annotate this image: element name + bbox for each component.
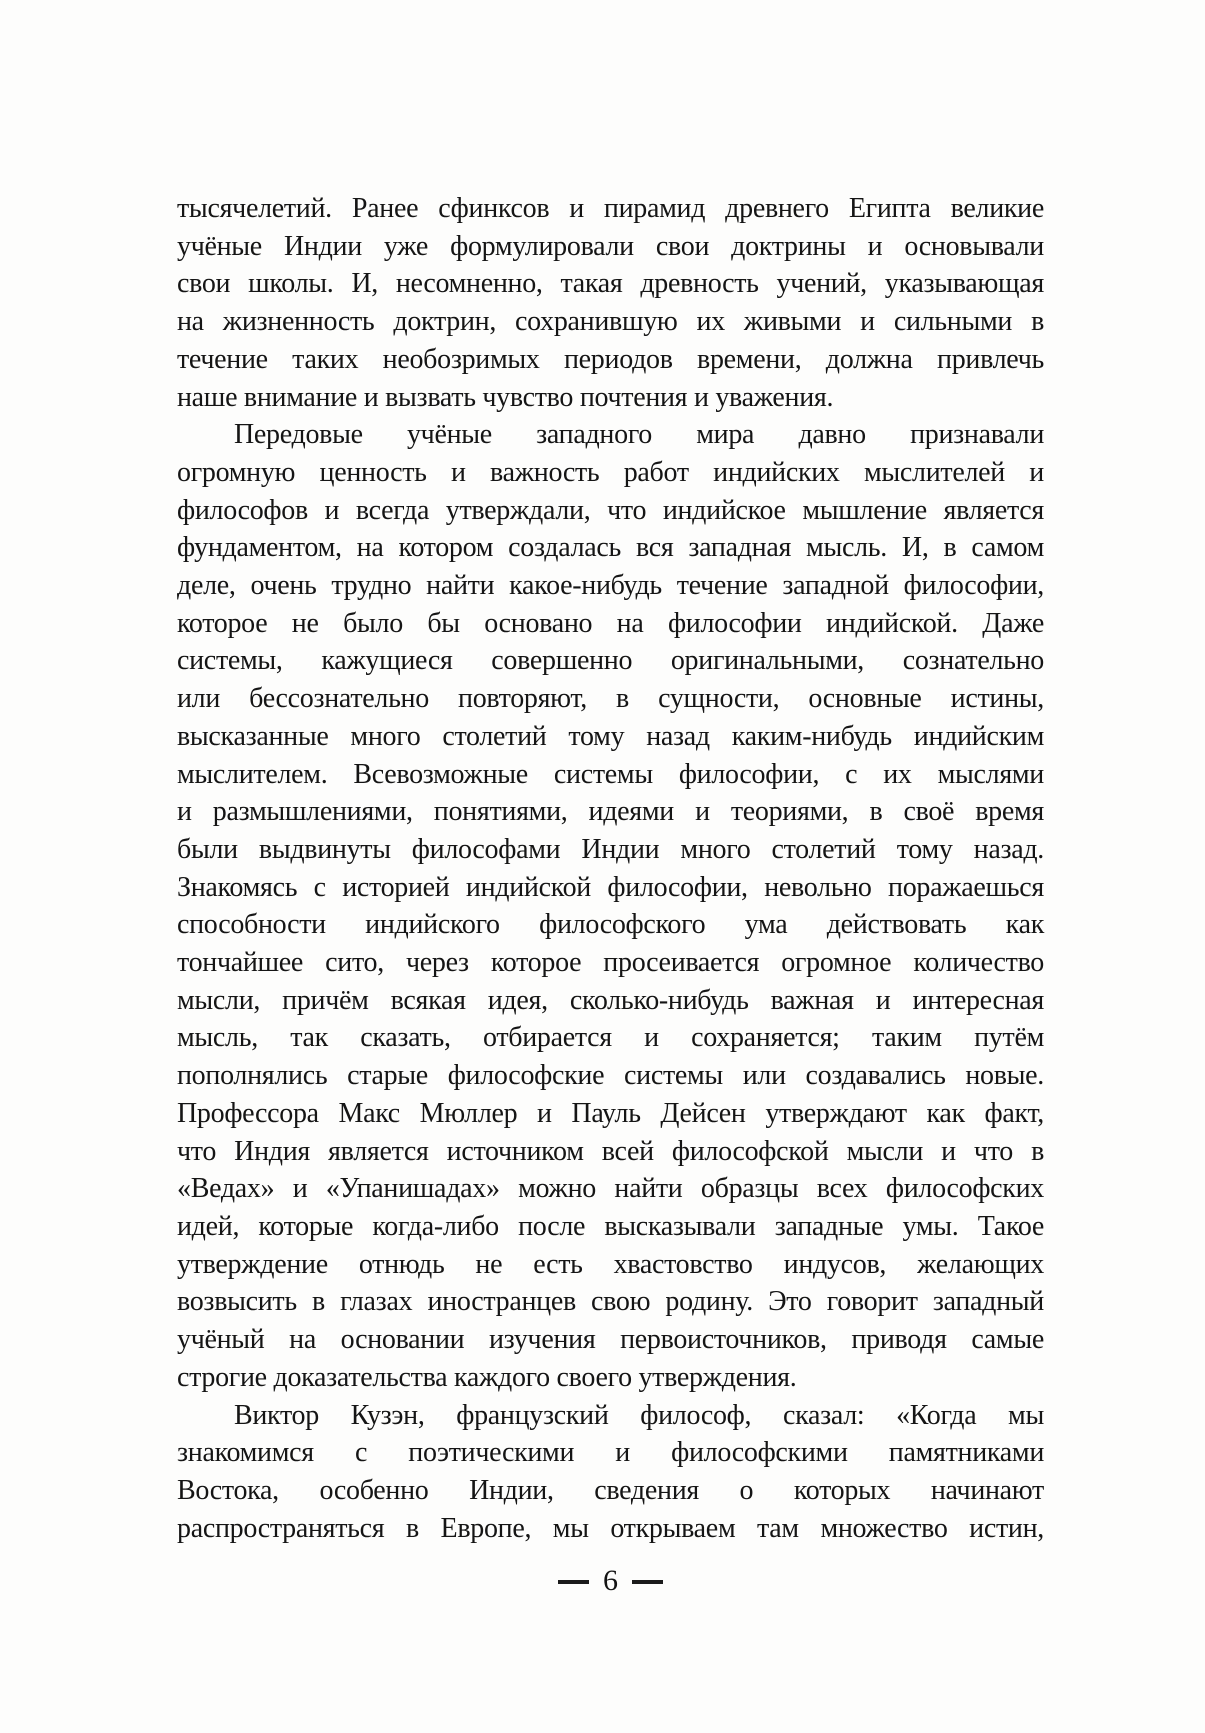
text-line: «Ведах» и «Упанишадах» можно найти образцы всех философских [177, 1173, 1044, 1205]
text-line: огромную ценность и важность работ индийских мыслителей и [177, 456, 1044, 488]
text-line: деле, очень трудно найти какое-нибудь течение западной философии, [177, 570, 1044, 602]
text-line: мысль, так сказать, отбирается и сохраняется; таким путём [177, 1022, 1044, 1054]
text-line: распространяться в Европе, мы открываем там множество истин, [177, 1512, 1044, 1544]
text-line: Знакомясь с историей индийской философии, невольно поражаешься [177, 871, 1044, 903]
text-line: тончайшее сито, через которое просеивается огромное количество [177, 947, 1044, 979]
paragraph [177, 1397, 1044, 1548]
text-line: были выдвинуты философами Индии много столетий тому назад. [177, 833, 1044, 865]
text-line: строгие доказательства каждого своего утверждения. [177, 1361, 797, 1393]
text-line: которое не было бы основано на философии индийской. Даже [177, 607, 1044, 639]
text-line: мысли, причём всякая идея, сколько-нибудь важная и интересная [177, 984, 1044, 1016]
footer-dash-right-icon [632, 1580, 663, 1584]
text-line: учёный на основании изучения первоисточников, приводя самые [177, 1324, 1044, 1356]
text-line: Востока, особенно Индии, сведения о которых начинают [177, 1474, 1044, 1506]
paragraph [177, 190, 1044, 416]
text-line: возвысить в глазах иностранцев свою родину. Это говорит западный [177, 1286, 1044, 1318]
page-text [177, 190, 1044, 1547]
text-line: Профессора Макс Мюллер и Пауль Дейсен утверждают как факт, [177, 1097, 1044, 1129]
paragraph [177, 416, 1044, 1396]
text-line: на жизненность доктрин, сохранившую их живыми и сильными в [177, 306, 1044, 338]
text-line: или бессознательно повторяют, в сущности, основные истины, [177, 683, 1044, 715]
text-line: способности индийского философского ума действовать как [177, 909, 1044, 941]
text-line: наше внимание и вызвать чувство почтения и уважения. [177, 381, 834, 413]
text-line: мыслителем. Всевозможные системы философии, с их мыслями [177, 758, 1044, 790]
page-number: 6 [603, 1564, 618, 1597]
text-line: знакомимся с поэтическими и философскими памятниками [177, 1437, 1044, 1469]
text-line: пополнялись старые философские системы или создавались новые. [177, 1060, 1044, 1092]
text-line: тысячелетий. Ранее сфинксов и пирамид древнего Египта великие [177, 193, 1044, 224]
text-line: учёные Индии уже формулировали свои доктрины и основывали [177, 230, 1044, 262]
text-line: идей, которые когда-либо после высказывали западные умы. Такое [177, 1210, 1044, 1242]
page-number-footer [177, 1560, 1044, 1604]
text-line: течение таких необозримых периодов времени, должна привлечь [177, 343, 1044, 375]
footer-dash-left-icon [558, 1580, 589, 1584]
text-line: свои школы. И, несомненно, такая древность учений, указывающая [177, 268, 1044, 300]
text-line: высказанные много столетий тому назад каким-нибудь индийским [177, 720, 1044, 752]
text-line: и размышлениями, понятиями, идеями и теориями, в своё время [177, 796, 1044, 828]
text-line: философов и всегда утверждали, что индийское мышление является [177, 494, 1044, 526]
text-line: Виктор Кузэн, французский философ, сказал: «Когда мы [234, 1399, 1044, 1431]
text-line: Передовые учёные западного мира давно признавали [234, 419, 1044, 451]
text-line: фундаментом, на котором создалась вся западная мысль. И, в самом [177, 532, 1044, 564]
text-line: что Индия является источником всей философской мысли и что в [177, 1135, 1044, 1167]
text-line: утверждение отнюдь не есть хвастовство индусов, желающих [177, 1248, 1044, 1280]
text-line: системы, кажущиеся совершенно оригинальными, сознательно [177, 645, 1044, 677]
